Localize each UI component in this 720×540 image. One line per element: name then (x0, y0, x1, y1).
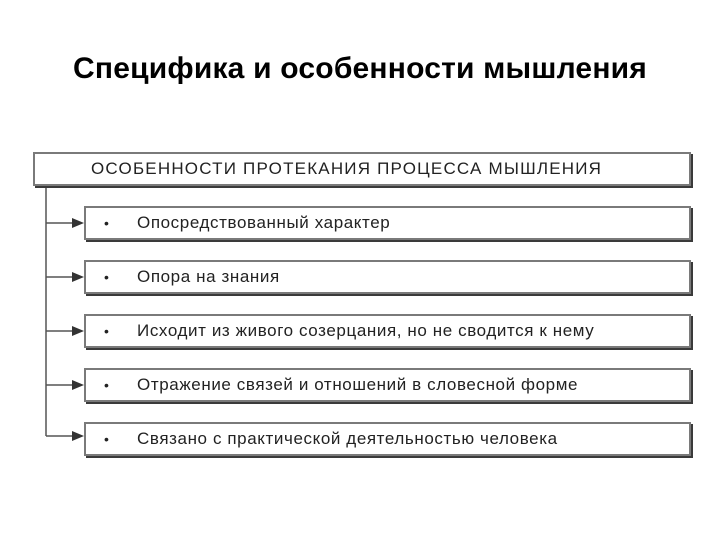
bullet-icon: • (104, 323, 110, 339)
feature-item-text: Связано с практической деятельностью человека (137, 429, 558, 448)
feature-item-box (84, 368, 691, 402)
feature-item-text: Отражение связей и отношений в словесной форме (137, 375, 579, 394)
feature-item-text: Исходит из живого созерцания, но не сводится к нему (137, 321, 595, 340)
feature-item-text: Опосредствованный характер (137, 213, 391, 232)
header-box: ОСОБЕННОСТИ ПРОТЕКАНИЯ ПРОЦЕССА МЫШЛЕНИЯ (33, 152, 691, 186)
feature-item-box (84, 206, 691, 240)
connector-arrow (46, 272, 84, 282)
bullet-icon: • (104, 215, 110, 231)
connector-arrow (46, 431, 84, 441)
connector-arrow (46, 326, 84, 336)
slide-title: Специфика и особенности мышления (73, 52, 647, 85)
feature-item-box (84, 422, 691, 456)
bullet-icon: • (104, 269, 110, 285)
bullet-icon: • (104, 431, 110, 447)
feature-item-box (84, 314, 691, 348)
feature-item-text: Опора на знания (137, 267, 280, 286)
feature-item-box (84, 260, 691, 294)
bullet-icon: • (104, 377, 110, 393)
connector-arrow (46, 218, 84, 228)
connector-arrow (46, 380, 84, 390)
